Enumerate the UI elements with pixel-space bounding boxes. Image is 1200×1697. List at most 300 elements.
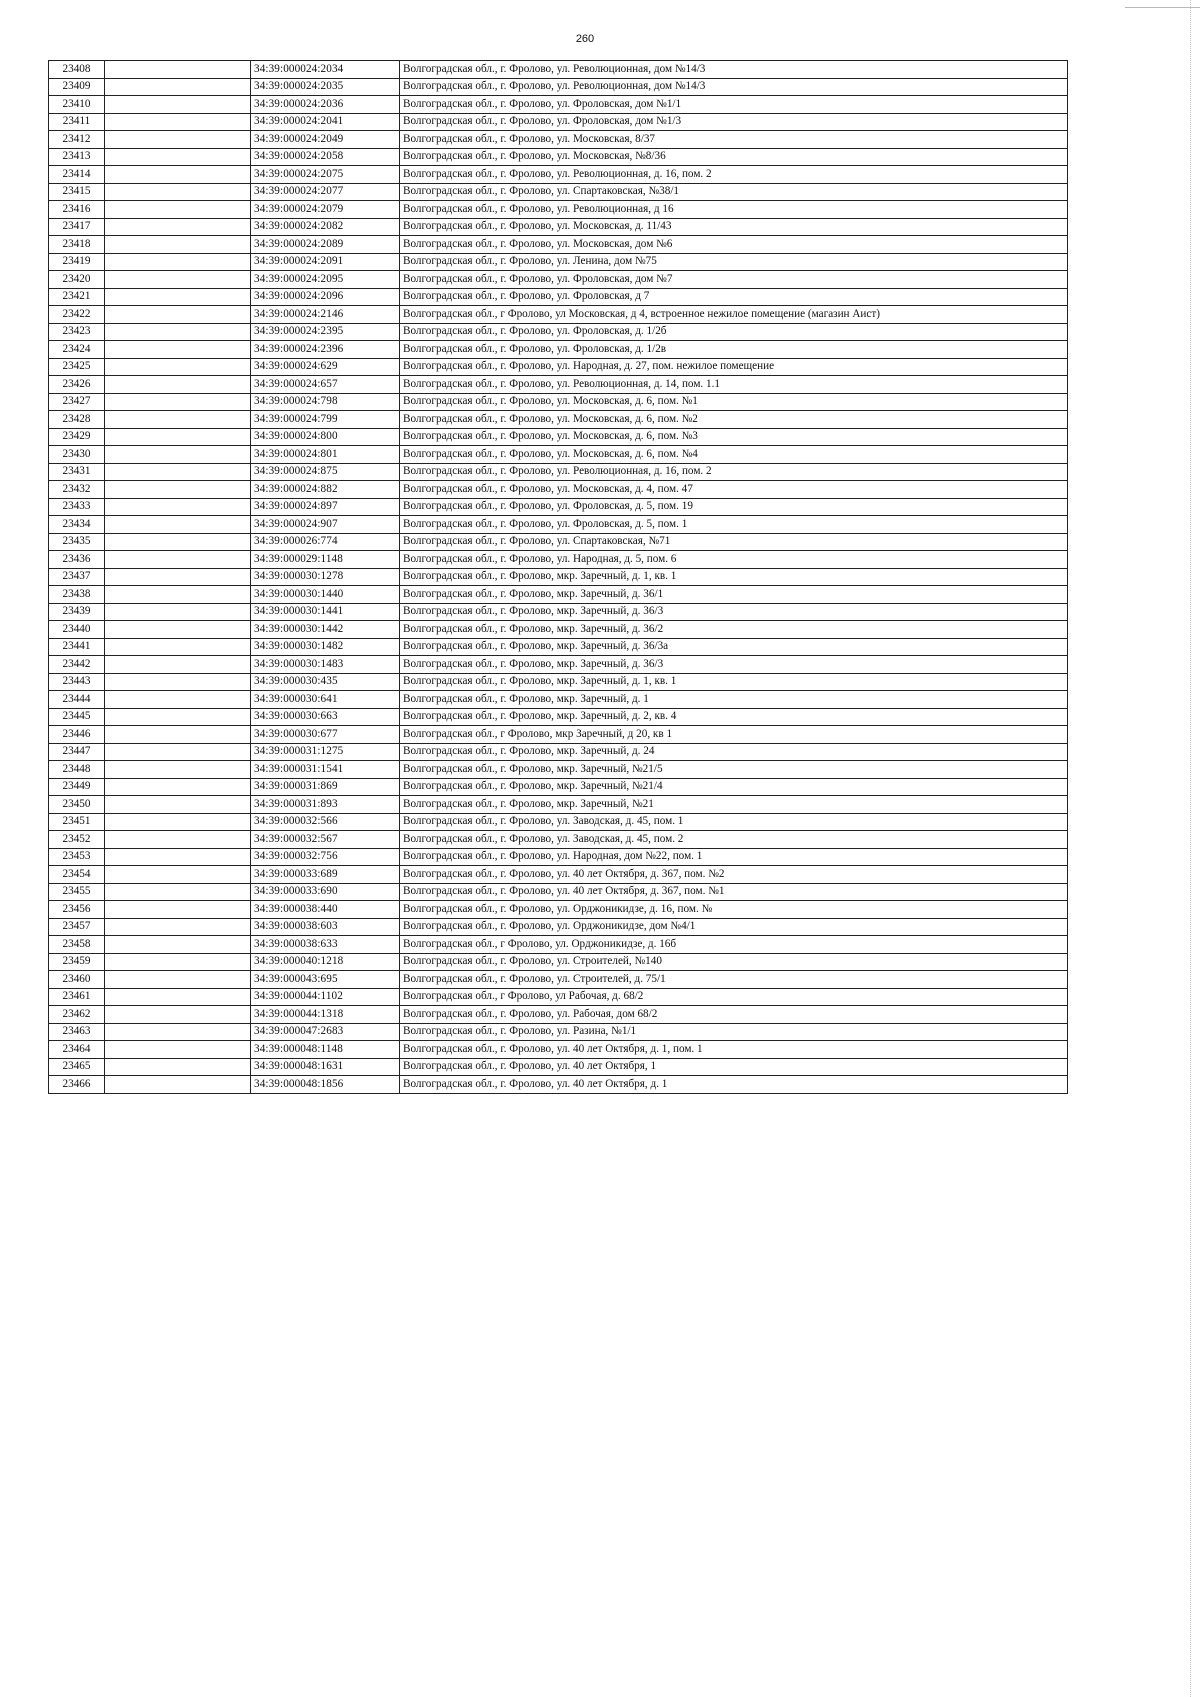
row-number-cell: 23459 xyxy=(49,953,105,971)
blank-cell xyxy=(105,761,251,779)
address-cell: Волгоградская обл., г. Фролово, ул. Орджоникидзе, дом №4/1 xyxy=(400,918,1068,936)
table-row xyxy=(49,988,1068,1006)
row-number-cell: 23427 xyxy=(49,393,105,411)
cadastral-number-cell: 34:39:000048:1148 xyxy=(251,1041,400,1059)
cadastral-number-cell: 34:39:000024:2036 xyxy=(251,96,400,114)
row-number-cell: 23413 xyxy=(49,148,105,166)
blank-cell xyxy=(105,848,251,866)
scan-edge-top xyxy=(1125,7,1200,8)
cadastral-number-cell: 34:39:000030:1483 xyxy=(251,656,400,674)
address-cell: Волгоградская обл., г. Фролово, мкр. Заречный, д. 2, кв. 4 xyxy=(400,708,1068,726)
address-cell: Волгоградская обл., г. Фролово, мкр. Заречный, д. 36/2 xyxy=(400,621,1068,639)
table-row xyxy=(49,236,1068,254)
address-cell: Волгоградская обл., г. Фролово, ул. Народная, дом №22, пом. 1 xyxy=(400,848,1068,866)
scan-edge-right xyxy=(1190,0,1191,1697)
blank-cell xyxy=(105,1041,251,1059)
blank-cell xyxy=(105,498,251,516)
blank-cell xyxy=(105,148,251,166)
cadastral-number-cell: 34:39:000031:893 xyxy=(251,796,400,814)
address-cell: Волгоградская обл., г. Фролово, ул. Народная, д. 5, пом. 6 xyxy=(400,551,1068,569)
address-cell: Волгоградская обл., г. Фролово, мкр. Заречный, д. 1, кв. 1 xyxy=(400,673,1068,691)
address-cell: Волгоградская обл., г. Фролово, ул. Фроловская, д 7 xyxy=(400,288,1068,306)
address-cell: Волгоградская обл., г. Фролово, ул. Московская, №8/36 xyxy=(400,148,1068,166)
address-cell: Волгоградская обл., г. Фролово, мкр. Заречный, д. 24 xyxy=(400,743,1068,761)
cadastral-number-cell: 34:39:000024:2075 xyxy=(251,166,400,184)
table-row xyxy=(49,1058,1068,1076)
blank-cell xyxy=(105,358,251,376)
row-number-cell: 23449 xyxy=(49,778,105,796)
address-cell: Волгоградская обл., г. Фролово, ул. Фроловская, дом №1/1 xyxy=(400,96,1068,114)
address-cell: Волгоградская обл., г. Фролово, ул. Заводская, д. 45, пом. 2 xyxy=(400,831,1068,849)
cadastral-number-cell: 34:39:000024:2146 xyxy=(251,306,400,324)
row-number-cell: 23462 xyxy=(49,1006,105,1024)
cadastral-number-cell: 34:39:000031:1275 xyxy=(251,743,400,761)
table-row xyxy=(49,953,1068,971)
row-number-cell: 23463 xyxy=(49,1023,105,1041)
table-row xyxy=(49,393,1068,411)
cadastral-number-cell: 34:39:000024:882 xyxy=(251,481,400,499)
cadastral-number-cell: 34:39:000024:875 xyxy=(251,463,400,481)
table-row xyxy=(49,516,1068,534)
cadastral-number-cell: 34:39:000024:2089 xyxy=(251,236,400,254)
address-cell: Волгоградская обл., г. Фролово, ул. Фроловская, д. 5, пом. 1 xyxy=(400,516,1068,534)
row-number-cell: 23460 xyxy=(49,971,105,989)
row-number-cell: 23420 xyxy=(49,271,105,289)
table-row xyxy=(49,533,1068,551)
blank-cell xyxy=(105,446,251,464)
blank-cell xyxy=(105,393,251,411)
row-number-cell: 23444 xyxy=(49,691,105,709)
cadastral-number-cell: 34:39:000030:677 xyxy=(251,726,400,744)
table-row xyxy=(49,761,1068,779)
cadastral-number-cell: 34:39:000038:603 xyxy=(251,918,400,936)
row-number-cell: 23440 xyxy=(49,621,105,639)
cadastral-number-cell: 34:39:000024:897 xyxy=(251,498,400,516)
row-number-cell: 23429 xyxy=(49,428,105,446)
table-row xyxy=(49,866,1068,884)
cadastral-number-cell: 34:39:000024:799 xyxy=(251,411,400,429)
table-row xyxy=(49,376,1068,394)
table-row xyxy=(49,971,1068,989)
blank-cell xyxy=(105,96,251,114)
address-cell: Волгоградская обл., г. Фролово, ул. 40 лет Октября, д. 1, пом. 1 xyxy=(400,1041,1068,1059)
row-number-cell: 23416 xyxy=(49,201,105,219)
cadastral-number-cell: 34:39:000030:641 xyxy=(251,691,400,709)
row-number-cell: 23423 xyxy=(49,323,105,341)
blank-cell xyxy=(105,988,251,1006)
blank-cell xyxy=(105,253,251,271)
row-number-cell: 23465 xyxy=(49,1058,105,1076)
cadastral-number-cell: 34:39:000024:2058 xyxy=(251,148,400,166)
table-row xyxy=(49,656,1068,674)
blank-cell xyxy=(105,481,251,499)
address-cell: Волгоградская обл., г. Фролово, ул. Спартаковская, №71 xyxy=(400,533,1068,551)
table-row xyxy=(49,691,1068,709)
blank-cell xyxy=(105,166,251,184)
address-cell: Волгоградская обл., г. Фролово, ул. Московская, д. 6, пом. №1 xyxy=(400,393,1068,411)
blank-cell xyxy=(105,691,251,709)
cadastral-number-cell: 34:39:000032:756 xyxy=(251,848,400,866)
address-cell: Волгоградская обл., г. Фролово, ул. Революционная, д. 14, пом. 1.1 xyxy=(400,376,1068,394)
blank-cell xyxy=(105,953,251,971)
row-number-cell: 23411 xyxy=(49,113,105,131)
cadastral-number-cell: 34:39:000024:2035 xyxy=(251,78,400,96)
blank-cell xyxy=(105,288,251,306)
address-cell: Волгоградская обл., г Фролово, мкр Заречный, д 20, кв 1 xyxy=(400,726,1068,744)
row-number-cell: 23461 xyxy=(49,988,105,1006)
address-cell: Волгоградская обл., г. Фролово, ул. Фроловская, дом №1/3 xyxy=(400,113,1068,131)
address-cell: Волгоградская обл., г. Фролово, ул. Спартаковская, №38/1 xyxy=(400,183,1068,201)
address-cell: Волгоградская обл., г. Фролово, ул. 40 лет Октября, д. 367, пом. №2 xyxy=(400,866,1068,884)
cadastral-number-cell: 34:39:000038:633 xyxy=(251,936,400,954)
address-cell: Волгоградская обл., г. Фролово, ул. Московская, д. 6, пом. №3 xyxy=(400,428,1068,446)
table-row xyxy=(49,638,1068,656)
cadastral-number-cell: 34:39:000047:2683 xyxy=(251,1023,400,1041)
table-row xyxy=(49,813,1068,831)
cadastral-number-cell: 34:39:000024:798 xyxy=(251,393,400,411)
address-cell: Волгоградская обл., г. Фролово, ул. Фроловская, д. 1/2б xyxy=(400,323,1068,341)
address-cell: Волгоградская обл., г. Фролово, ул. Строителей, №140 xyxy=(400,953,1068,971)
blank-cell xyxy=(105,568,251,586)
address-cell: Волгоградская обл., г Фролово, ул Московская, д 4, встроенное нежилое помещение (магазин Аист) xyxy=(400,306,1068,324)
row-number-cell: 23453 xyxy=(49,848,105,866)
row-number-cell: 23422 xyxy=(49,306,105,324)
address-cell: Волгоградская обл., г. Фролово, ул. Строителей, д. 75/1 xyxy=(400,971,1068,989)
row-number-cell: 23436 xyxy=(49,551,105,569)
table-row xyxy=(49,183,1068,201)
address-cell: Волгоградская обл., г. Фролово, мкр. Заречный, д. 1, кв. 1 xyxy=(400,568,1068,586)
address-cell: Волгоградская обл., г. Фролово, мкр. Заречный, №21 xyxy=(400,796,1068,814)
row-number-cell: 23431 xyxy=(49,463,105,481)
blank-cell xyxy=(105,813,251,831)
blank-cell xyxy=(105,1058,251,1076)
table-row xyxy=(49,901,1068,919)
blank-cell xyxy=(105,778,251,796)
blank-cell xyxy=(105,113,251,131)
row-number-cell: 23415 xyxy=(49,183,105,201)
cadastral-number-cell: 34:39:000048:1856 xyxy=(251,1076,400,1094)
address-cell: Волгоградская обл., г. Фролово, мкр. Заречный, №21/5 xyxy=(400,761,1068,779)
property-register-table xyxy=(48,60,1068,1094)
blank-cell xyxy=(105,463,251,481)
address-cell: Волгоградская обл., г. Фролово, ул. Московская, д. 6, пом. №2 xyxy=(400,411,1068,429)
cadastral-number-cell: 34:39:000024:801 xyxy=(251,446,400,464)
row-number-cell: 23455 xyxy=(49,883,105,901)
row-number-cell: 23433 xyxy=(49,498,105,516)
blank-cell xyxy=(105,78,251,96)
cadastral-number-cell: 34:39:000024:2079 xyxy=(251,201,400,219)
cadastral-number-cell: 34:39:000024:2096 xyxy=(251,288,400,306)
row-number-cell: 23443 xyxy=(49,673,105,691)
address-cell: Волгоградская обл., г. Фролово, ул. 40 лет Октября, 1 xyxy=(400,1058,1068,1076)
address-cell: Волгоградская обл., г. Фролово, ул. Фроловская, д. 1/2в xyxy=(400,341,1068,359)
cadastral-number-cell: 34:39:000043:695 xyxy=(251,971,400,989)
row-number-cell: 23445 xyxy=(49,708,105,726)
table-row xyxy=(49,796,1068,814)
cadastral-number-cell: 34:39:000044:1318 xyxy=(251,1006,400,1024)
row-number-cell: 23425 xyxy=(49,358,105,376)
row-number-cell: 23442 xyxy=(49,656,105,674)
table-row xyxy=(49,446,1068,464)
row-number-cell: 23441 xyxy=(49,638,105,656)
table-row xyxy=(49,673,1068,691)
table-row xyxy=(49,551,1068,569)
blank-cell xyxy=(105,323,251,341)
address-cell: Волгоградская обл., г. Фролово, мкр. Заречный, д. 1 xyxy=(400,691,1068,709)
blank-cell xyxy=(105,271,251,289)
table-row xyxy=(49,411,1068,429)
cadastral-number-cell: 34:39:000024:2034 xyxy=(251,61,400,79)
cadastral-number-cell: 34:39:000032:566 xyxy=(251,813,400,831)
cadastral-number-cell: 34:39:000024:2395 xyxy=(251,323,400,341)
blank-cell xyxy=(105,883,251,901)
cadastral-number-cell: 34:39:000026:774 xyxy=(251,533,400,551)
row-number-cell: 23414 xyxy=(49,166,105,184)
blank-cell xyxy=(105,866,251,884)
blank-cell xyxy=(105,621,251,639)
address-cell: Волгоградская обл., г. Фролово, ул. Фроловская, дом №7 xyxy=(400,271,1068,289)
row-number-cell: 23417 xyxy=(49,218,105,236)
address-cell: Волгоградская обл., г Фролово, ул. Орджоникидзе, д. 16б xyxy=(400,936,1068,954)
table-row xyxy=(49,323,1068,341)
row-number-cell: 23454 xyxy=(49,866,105,884)
cadastral-number-cell: 34:39:000024:2082 xyxy=(251,218,400,236)
address-cell: Волгоградская обл., г. Фролово, ул. 40 лет Октября, д. 1 xyxy=(400,1076,1068,1094)
cadastral-number-cell: 34:39:000033:689 xyxy=(251,866,400,884)
cadastral-number-cell: 34:39:000024:2049 xyxy=(251,131,400,149)
blank-cell xyxy=(105,61,251,79)
table-row xyxy=(49,131,1068,149)
cadastral-number-cell: 34:39:000033:690 xyxy=(251,883,400,901)
row-number-cell: 23452 xyxy=(49,831,105,849)
cadastral-number-cell: 34:39:000024:2396 xyxy=(251,341,400,359)
address-cell: Волгоградская обл., г. Фролово, ул. Фроловская, д. 5, пом. 19 xyxy=(400,498,1068,516)
blank-cell xyxy=(105,218,251,236)
row-number-cell: 23450 xyxy=(49,796,105,814)
table-row xyxy=(49,778,1068,796)
cadastral-number-cell: 34:39:000024:907 xyxy=(251,516,400,534)
blank-cell xyxy=(105,638,251,656)
table-row xyxy=(49,883,1068,901)
cadastral-number-cell: 34:39:000040:1218 xyxy=(251,953,400,971)
row-number-cell: 23412 xyxy=(49,131,105,149)
table-row xyxy=(49,271,1068,289)
blank-cell xyxy=(105,708,251,726)
address-cell: Волгоградская обл., г. Фролово, ул. Рабочая, дом 68/2 xyxy=(400,1006,1068,1024)
table-row xyxy=(49,498,1068,516)
blank-cell xyxy=(105,428,251,446)
cadastral-number-cell: 34:39:000024:2077 xyxy=(251,183,400,201)
table-row xyxy=(49,743,1068,761)
table-row xyxy=(49,1006,1068,1024)
table-row xyxy=(49,148,1068,166)
table-row xyxy=(49,621,1068,639)
cadastral-number-cell: 34:39:000024:629 xyxy=(251,358,400,376)
table-row xyxy=(49,358,1068,376)
table-row xyxy=(49,253,1068,271)
table-row xyxy=(49,831,1068,849)
address-cell: Волгоградская обл., г. Фролово, ул. Революционная, д. 16, пом. 2 xyxy=(400,166,1068,184)
blank-cell xyxy=(105,586,251,604)
address-cell: Волгоградская обл., г. Фролово, ул. Революционная, дом №14/3 xyxy=(400,61,1068,79)
table-row xyxy=(49,1076,1068,1094)
blank-cell xyxy=(105,131,251,149)
cadastral-number-cell: 34:39:000030:1440 xyxy=(251,586,400,604)
row-number-cell: 23456 xyxy=(49,901,105,919)
table-row xyxy=(49,306,1068,324)
table-row xyxy=(49,341,1068,359)
row-number-cell: 23410 xyxy=(49,96,105,114)
table-row xyxy=(49,708,1068,726)
blank-cell xyxy=(105,376,251,394)
cadastral-number-cell: 34:39:000031:869 xyxy=(251,778,400,796)
blank-cell xyxy=(105,603,251,621)
blank-cell xyxy=(105,183,251,201)
row-number-cell: 23430 xyxy=(49,446,105,464)
cadastral-number-cell: 34:39:000031:1541 xyxy=(251,761,400,779)
blank-cell xyxy=(105,306,251,324)
table-row xyxy=(49,78,1068,96)
address-cell: Волгоградская обл., г. Фролово, ул. Разина, №1/1 xyxy=(400,1023,1068,1041)
address-cell: Волгоградская обл., г. Фролово, ул. Московская, д. 6, пом. №4 xyxy=(400,446,1068,464)
row-number-cell: 23464 xyxy=(49,1041,105,1059)
table-row xyxy=(49,848,1068,866)
row-number-cell: 23421 xyxy=(49,288,105,306)
cadastral-number-cell: 34:39:000032:567 xyxy=(251,831,400,849)
row-number-cell: 23408 xyxy=(49,61,105,79)
row-number-cell: 23457 xyxy=(49,918,105,936)
table-row xyxy=(49,1023,1068,1041)
address-cell: Волгоградская обл., г. Фролово, ул. Революционная, д. 16, пом. 2 xyxy=(400,463,1068,481)
address-cell: Волгоградская обл., г. Фролово, мкр. Заречный, д. 36/3 xyxy=(400,656,1068,674)
table-row xyxy=(49,568,1068,586)
blank-cell xyxy=(105,918,251,936)
cadastral-number-cell: 34:39:000030:435 xyxy=(251,673,400,691)
cadastral-number-cell: 34:39:000030:1278 xyxy=(251,568,400,586)
row-number-cell: 23438 xyxy=(49,586,105,604)
row-number-cell: 23409 xyxy=(49,78,105,96)
blank-cell xyxy=(105,796,251,814)
row-number-cell: 23434 xyxy=(49,516,105,534)
address-cell: Волгоградская обл., г. Фролово, ул. Народная, д. 27, пом. нежилое помещение xyxy=(400,358,1068,376)
blank-cell xyxy=(105,1076,251,1094)
blank-cell xyxy=(105,726,251,744)
row-number-cell: 23448 xyxy=(49,761,105,779)
blank-cell xyxy=(105,516,251,534)
table-row xyxy=(49,936,1068,954)
table-row xyxy=(49,481,1068,499)
row-number-cell: 23426 xyxy=(49,376,105,394)
row-number-cell: 23435 xyxy=(49,533,105,551)
table-row xyxy=(49,463,1068,481)
blank-cell xyxy=(105,901,251,919)
table-row xyxy=(49,288,1068,306)
table-row xyxy=(49,61,1068,79)
table-row xyxy=(49,113,1068,131)
row-number-cell: 23439 xyxy=(49,603,105,621)
table-row xyxy=(49,96,1068,114)
cadastral-number-cell: 34:39:000029:1148 xyxy=(251,551,400,569)
row-number-cell: 23447 xyxy=(49,743,105,761)
address-cell: Волгоградская обл., г. Фролово, ул. Орджоникидзе, д. 16, пом. № xyxy=(400,901,1068,919)
row-number-cell: 23437 xyxy=(49,568,105,586)
table-row xyxy=(49,918,1068,936)
address-cell: Волгоградская обл., г. Фролово, ул. Московская, дом №6 xyxy=(400,236,1068,254)
address-cell: Волгоградская обл., г Фролово, ул Рабочая, д. 68/2 xyxy=(400,988,1068,1006)
blank-cell xyxy=(105,201,251,219)
blank-cell xyxy=(105,656,251,674)
table-row xyxy=(49,1041,1068,1059)
cadastral-number-cell: 34:39:000030:1441 xyxy=(251,603,400,621)
address-cell: Волгоградская обл., г. Фролово, ул. Московская, д. 11/43 xyxy=(400,218,1068,236)
blank-cell xyxy=(105,971,251,989)
table-row xyxy=(49,201,1068,219)
cadastral-number-cell: 34:39:000044:1102 xyxy=(251,988,400,1006)
row-number-cell: 23432 xyxy=(49,481,105,499)
address-cell: Волгоградская обл., г. Фролово, мкр. Заречный, д. 36/3а xyxy=(400,638,1068,656)
address-cell: Волгоградская обл., г. Фролово, ул. Ленина, дом №75 xyxy=(400,253,1068,271)
cadastral-number-cell: 34:39:000024:800 xyxy=(251,428,400,446)
table-row xyxy=(49,428,1068,446)
table-row xyxy=(49,726,1068,744)
row-number-cell: 23458 xyxy=(49,936,105,954)
blank-cell xyxy=(105,831,251,849)
blank-cell xyxy=(105,551,251,569)
blank-cell xyxy=(105,1006,251,1024)
cadastral-number-cell: 34:39:000038:440 xyxy=(251,901,400,919)
row-number-cell: 23451 xyxy=(49,813,105,831)
cadastral-number-cell: 34:39:000024:2041 xyxy=(251,113,400,131)
blank-cell xyxy=(105,743,251,761)
cadastral-number-cell: 34:39:000024:657 xyxy=(251,376,400,394)
address-cell: Волгоградская обл., г. Фролово, мкр. Заречный, д. 36/3 xyxy=(400,603,1068,621)
table-row xyxy=(49,586,1068,604)
address-cell: Волгоградская обл., г. Фролово, мкр. Заречный, №21/4 xyxy=(400,778,1068,796)
blank-cell xyxy=(105,936,251,954)
address-cell: Волгоградская обл., г. Фролово, ул. Московская, 8/37 xyxy=(400,131,1068,149)
address-cell: Волгоградская обл., г. Фролово, ул. Московская, д. 4, пом. 47 xyxy=(400,481,1068,499)
blank-cell xyxy=(105,673,251,691)
register-body xyxy=(49,61,1068,1094)
cadastral-number-cell: 34:39:000030:1482 xyxy=(251,638,400,656)
row-number-cell: 23446 xyxy=(49,726,105,744)
table-row xyxy=(49,166,1068,184)
address-cell: Волгоградская обл., г. Фролово, ул. 40 лет Октября, д. 367, пом. №1 xyxy=(400,883,1068,901)
row-number-cell: 23419 xyxy=(49,253,105,271)
row-number-cell: 23428 xyxy=(49,411,105,429)
row-number-cell: 23418 xyxy=(49,236,105,254)
row-number-cell: 23424 xyxy=(49,341,105,359)
page-number: 260 xyxy=(575,33,595,45)
cadastral-number-cell: 34:39:000030:1442 xyxy=(251,621,400,639)
table-row xyxy=(49,603,1068,621)
cadastral-number-cell: 34:39:000024:2095 xyxy=(251,271,400,289)
address-cell: Волгоградская обл., г. Фролово, ул. Революционная, д 16 xyxy=(400,201,1068,219)
table-row xyxy=(49,218,1068,236)
blank-cell xyxy=(105,1023,251,1041)
cadastral-number-cell: 34:39:000048:1631 xyxy=(251,1058,400,1076)
address-cell: Волгоградская обл., г. Фролово, ул. Заводская, д. 45, пом. 1 xyxy=(400,813,1068,831)
blank-cell xyxy=(105,533,251,551)
address-cell: Волгоградская обл., г. Фролово, ул. Революционная, дом №14/3 xyxy=(400,78,1068,96)
cadastral-number-cell: 34:39:000030:663 xyxy=(251,708,400,726)
cadastral-number-cell: 34:39:000024:2091 xyxy=(251,253,400,271)
blank-cell xyxy=(105,236,251,254)
address-cell: Волгоградская обл., г. Фролово, мкр. Заречный, д. 36/1 xyxy=(400,586,1068,604)
blank-cell xyxy=(105,411,251,429)
row-number-cell: 23466 xyxy=(49,1076,105,1094)
blank-cell xyxy=(105,341,251,359)
